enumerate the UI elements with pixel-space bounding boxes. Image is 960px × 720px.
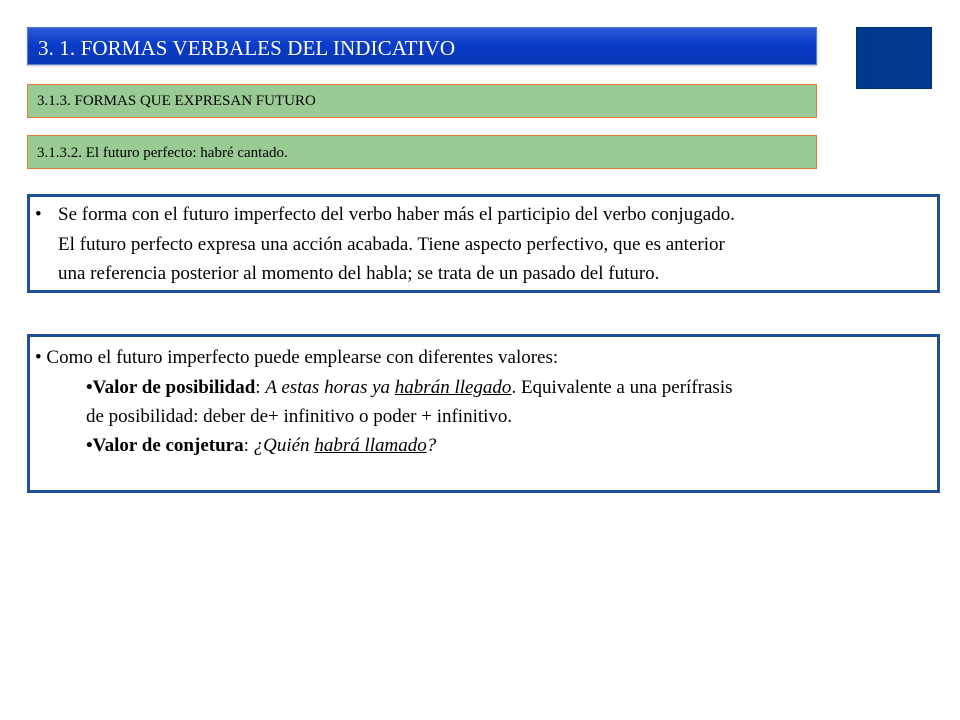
value-possibility-continuation: de posibilidad: deber de+ infinitivo o poder + infinitivo.: [86, 406, 513, 427]
formation-line-2: El futuro perfecto expresa una acción acabada. Tiene aspecto perfectivo, que es anterior: [58, 234, 725, 255]
value-possibility-rest: . Equivalente a una perífrasis: [511, 377, 733, 398]
value-possibility-verb: habrán llegado: [394, 377, 512, 398]
corner-decoration: [856, 27, 932, 89]
value-possibility-line: [86, 375, 733, 401]
bullet-point: •: [35, 204, 42, 225]
value-possibility-label: •Valor de posibilidad: [86, 377, 256, 398]
value-conjecture-post: ?: [426, 435, 437, 456]
section-title: 3. 1. FORMAS VERBALES DEL INDICATIVO: [38, 36, 456, 60]
subsubsection-bar: [27, 135, 817, 169]
value-conjecture-line: [86, 433, 436, 459]
value-possibility-sep: :: [255, 377, 266, 398]
formation-line-1: Se forma con el futuro imperfecto del verbo haber más el participio del verbo conjugado.: [58, 204, 735, 225]
value-conjecture-example: ¿Quién: [253, 435, 315, 456]
section-title-bar: [27, 27, 817, 65]
subsection-bar: [27, 84, 817, 118]
formation-line-3: una referencia posterior al momento del habla; se trata de un pasado del futuro.: [58, 263, 660, 284]
values-text-box: [27, 334, 940, 493]
value-possibility-example: A estas horas ya: [265, 377, 395, 398]
subsubsection-title: 3.1.3.2. El futuro perfecto: habré cantado.: [37, 145, 288, 161]
values-intro: • Como el futuro imperfecto puede emplearse con diferentes valores:: [35, 347, 559, 368]
subsection-title: 3.1.3. FORMAS QUE EXPRESAN FUTURO: [37, 93, 316, 109]
value-conjecture-sep: :: [243, 435, 254, 456]
value-conjecture-verb: habrá llamado: [314, 435, 427, 456]
value-conjecture-label: •Valor de conjetura: [86, 435, 244, 456]
formation-text-box: [27, 194, 940, 293]
